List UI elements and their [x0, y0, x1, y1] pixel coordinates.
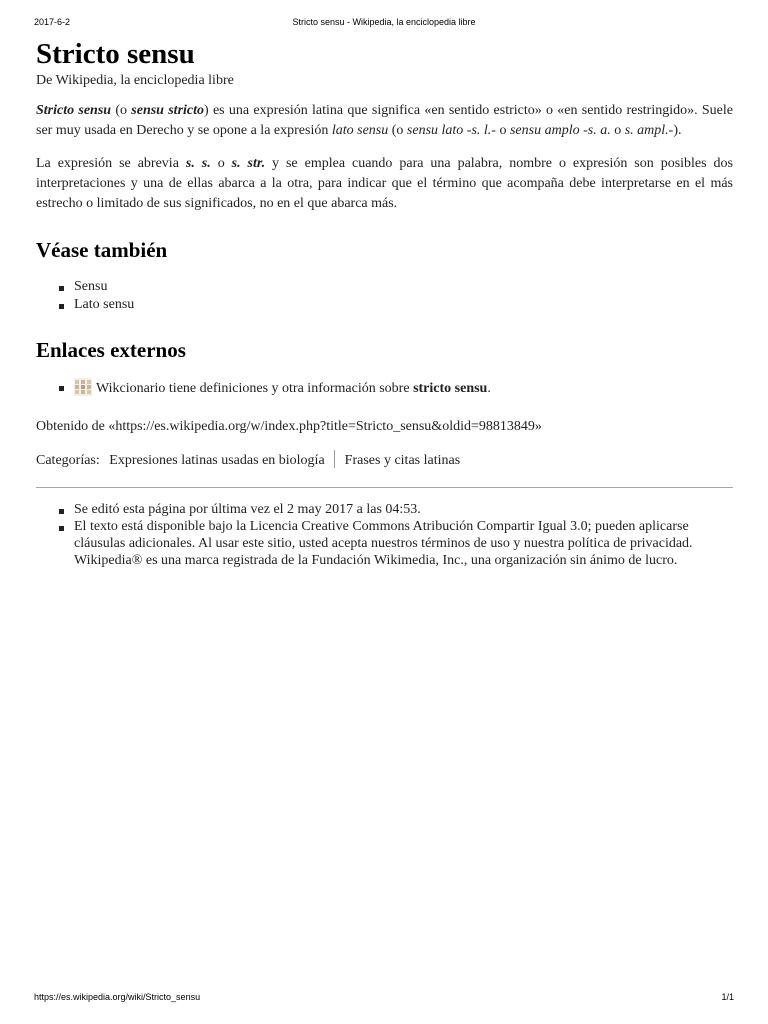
section-heading-see-also: Véase también	[36, 238, 168, 262]
category-separator	[334, 450, 335, 468]
categories-label: Categorías:	[36, 453, 100, 468]
last-edit-note: Se editó esta página por última vez el 2 may 2017 a las 04:53.	[36, 501, 733, 518]
abbr-s-str: s. str.	[231, 156, 266, 171]
print-footer	[34, 992, 734, 1006]
section-heading-external-links: Enlaces externos	[36, 338, 186, 362]
license-note: El texto está disponible bajo la Licencia Creative Commons Atribución Compartir Igual 3.0; pueden aplicarse cláusulas adicionales. Al usar este sitio, usted acepta nuestros términos de uso y nuestra política de privacidad.	[36, 518, 733, 552]
wiktionary-link-term[interactable]: stricto sensu	[413, 381, 488, 396]
print-url: https://es.wikipedia.org/wiki/Stricto_sensu	[34, 992, 201, 1002]
external-link-item: Wikcionario tiene definiciones y otra información sobre stricto sensu.	[36, 378, 733, 398]
trademark-note: Wikipedia® es una marca registrada de la Fundación Wikimedia, Inc., una organización sin ánimo de lucro.	[74, 553, 678, 568]
print-date: 2017-6-2	[34, 17, 71, 27]
article-content	[36, 36, 733, 569]
term-lato-sensu: lato sensu	[331, 123, 389, 138]
external-links-list	[36, 378, 733, 398]
abbr-s-s: s. s.	[185, 156, 211, 171]
term-stricto-sensu: Stricto sensu	[36, 103, 112, 118]
print-header	[34, 17, 734, 31]
footer-divider	[36, 487, 733, 488]
print-page-title: Stricto sensu - Wikipedia, la enciclopedia libre	[292, 17, 476, 27]
wiktionary-icon[interactable]	[74, 378, 92, 396]
see-also-item-lato-sensu[interactable]: Lato sensu	[36, 296, 733, 314]
category-link-expresiones[interactable]: Expresiones latinas usadas en biología	[109, 453, 325, 468]
site-subtitle: De Wikipedia, la enciclopedia libre	[36, 73, 234, 88]
footer-info-list	[36, 501, 733, 552]
intro-paragraph: Stricto sensu (o sensu stricto) es una expresión latina que significa «en sentido estricto» o «en sentido restringido». Suele ser muy usada en Derecho y se opone a la expresión lato sensu (o sensu lato -s. l.- o sensu amplo -s. a. o s. ampl.-).	[36, 103, 733, 138]
term-s-ampl: s. ampl.-	[624, 123, 674, 138]
term-sensu-stricto: sensu stricto	[131, 103, 205, 118]
page-title: Stricto sensu	[36, 38, 195, 70]
see-also-item-sensu[interactable]: Sensu	[36, 278, 733, 296]
term-sensu-lato: sensu lato -s. l.-	[406, 123, 496, 138]
abbreviation-paragraph: La expresión se abrevia s. s. o s. str. y se emplea cuando para una palabra, nombre o expresión son posibles dos interpretaciones y una de ellas abarca a la otra, para indicar que el término que acompaña debe interpretarse en el más estrecho o limitado de sus significados, no en el que abarca más.	[36, 156, 733, 211]
wiktionary-link-text[interactable]: Wikcionario tiene definiciones y otra información sobre	[96, 381, 414, 396]
see-also-list	[36, 278, 733, 314]
term-sensu-amplo: sensu amplo -s. a.	[509, 123, 611, 138]
print-page-number: 1/1	[721, 992, 734, 1002]
source-url-note: Obtenido de «https://es.wikipedia.org/w/index.php?title=Stricto_sensu&oldid=98813849»	[36, 419, 542, 434]
category-link-frases[interactable]: Frases y citas latinas	[344, 453, 461, 468]
categories-bar	[36, 450, 733, 470]
